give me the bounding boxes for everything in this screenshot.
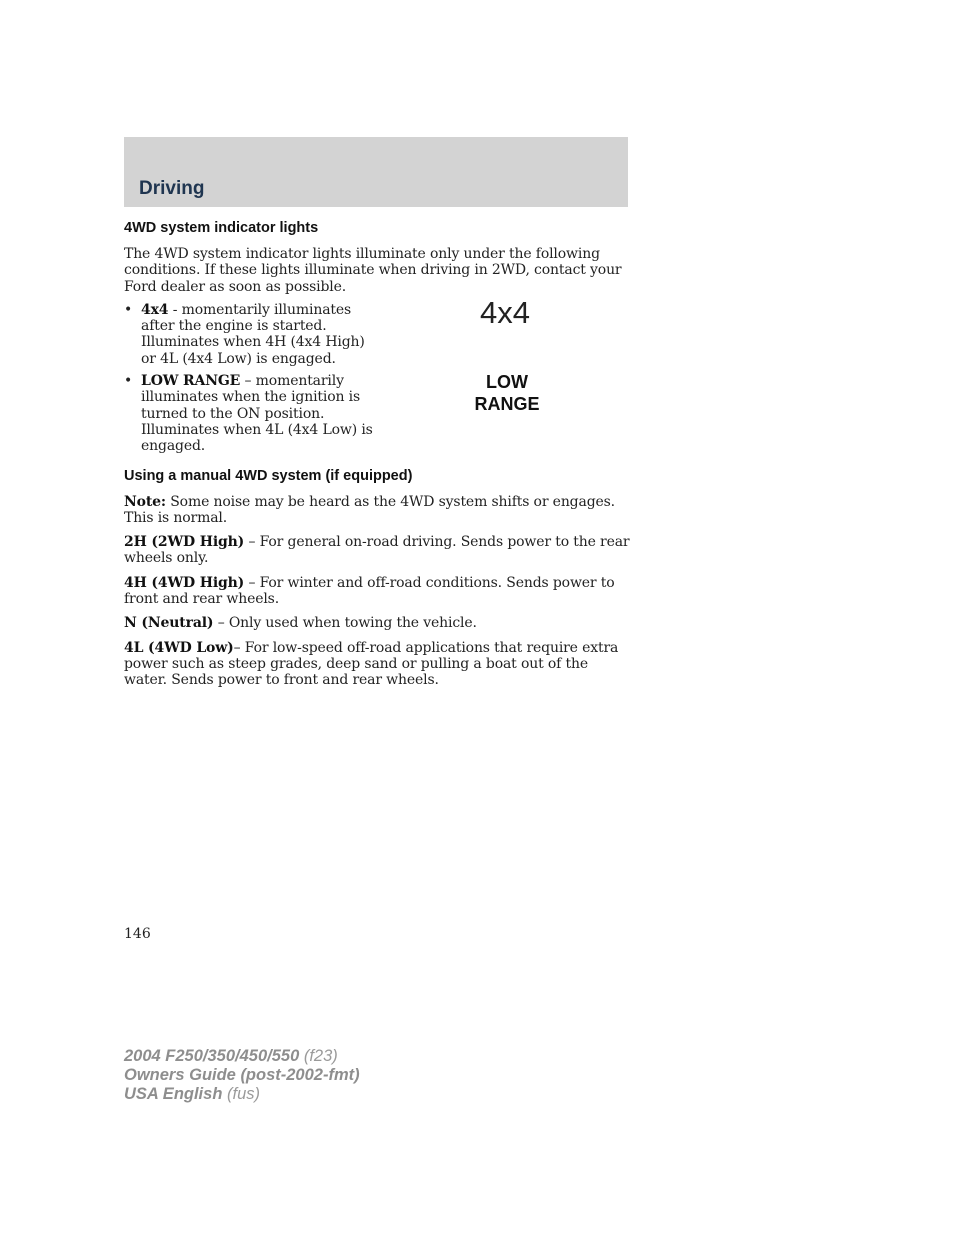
section-header-band	[124, 137, 628, 207]
note-paragraph: Note: Some noise may be heard as the 4WD system shifts or engages. This is normal.	[124, 493, 615, 526]
bullet-low-range: • LOW RANGE – momentarily illuminates when the ignition is turned to the ON position. Illuminates when 4L (4x4 Low) is engaged.	[124, 373, 373, 455]
mode-2h-paragraph: 2H (2WD High) – For general on-road driving. Sends power to the rear wheels only.	[124, 534, 630, 567]
bullet-term: 4x4	[141, 301, 169, 318]
bullet-4x4: • 4x4 - momentarily illuminates after the engine is started. Illuminates when 4H (4x4 High) or 4L (4x4 Low) is engaged.	[124, 301, 365, 367]
low-range-indicator-icon: LOW RANGE	[474, 371, 540, 414]
heading-manual-4wd: Using a manual 4WD system (if equipped)	[124, 467, 413, 484]
mode-neutral-paragraph: N (Neutral) – Only used when towing the vehicle.	[124, 615, 477, 632]
document-footer: 2004 F250/350/450/550 (f23) Owners Guide (post-2002-fmt) USA English (fus)	[124, 1047, 360, 1103]
four-by-four-indicator-icon: 4x4	[480, 294, 530, 330]
mode-4l-paragraph: 4L (4WD Low)– For low-speed off-road applications that require extra power such as steep grades, deep sand or pulling a boat out of the water. Sends power to front and rear wheels.	[124, 639, 619, 689]
bullet-dot: •	[124, 373, 133, 390]
section-title: Driving	[139, 178, 205, 199]
heading-indicator-lights: 4WD system indicator lights	[124, 220, 319, 236]
page-content	[124, 220, 630, 689]
mode-4h-paragraph: 4H (4WD High) – For winter and off-road conditions. Sends power to front and rear wheels.	[124, 574, 615, 608]
page-number: 146	[124, 926, 151, 942]
bullet-term: LOW RANGE	[141, 373, 241, 390]
bullet-dot: •	[124, 301, 133, 318]
indicator-bullets	[124, 294, 630, 455]
intro-paragraph: The 4WD system indicator lights illuminate only under the following conditions. If these lights illuminate when driving in 2WD, contact your Ford dealer as soon as possible.	[124, 246, 622, 295]
